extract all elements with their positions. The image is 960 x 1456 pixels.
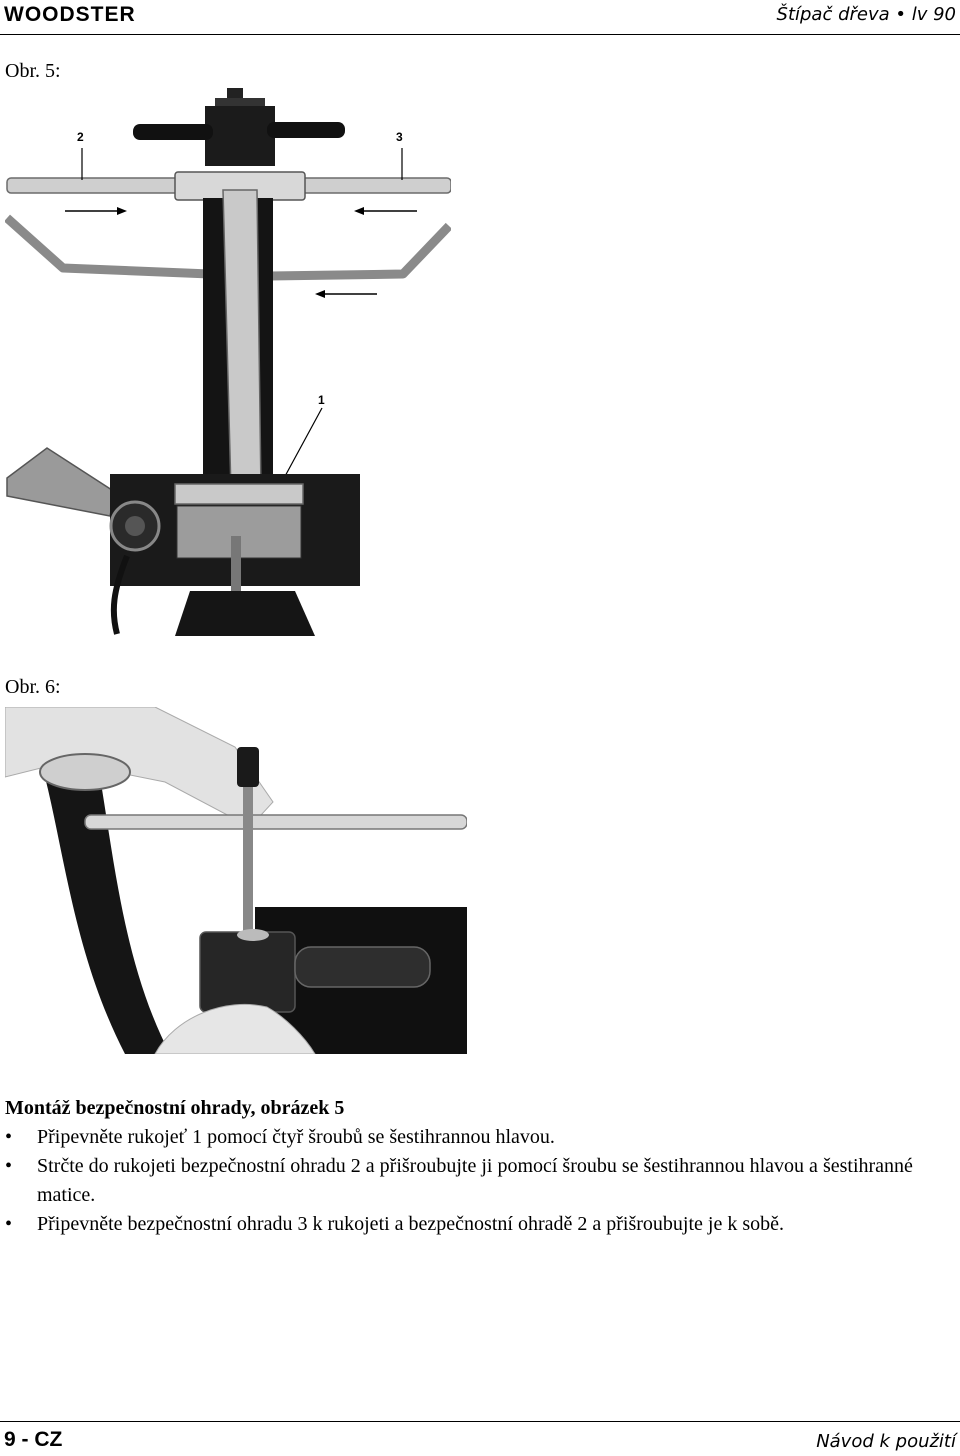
list-item-text: Připevněte bezpečnostní ohradu 3 k rukojeti a bezpečnostní ohradě 2 a přišroubujte je k sobě.: [37, 1213, 784, 1235]
callout-3: 3: [396, 130, 403, 144]
document-title: Štípač dřeva • lv 90: [776, 4, 956, 25]
footer-rule: [0, 1421, 960, 1422]
instruction-list: [5, 1123, 945, 1239]
header-rule: [0, 34, 960, 35]
list-item: [5, 1152, 945, 1210]
figure5-photo: [5, 86, 451, 636]
footer-title: Návod k použití: [816, 1431, 956, 1452]
callout-2: 2: [77, 130, 84, 144]
figure6-photo: [5, 707, 467, 1054]
callout-1: 1: [318, 393, 325, 407]
assembly-instructions: [5, 1094, 945, 1239]
page-number: 9 - CZ: [4, 1428, 63, 1451]
figure6-caption: Obr. 6:: [5, 676, 61, 698]
bullet-icon: •: [5, 1126, 13, 1148]
list-item-text: Připevněte rukojeť 1 pomocí čtyř šroubů se šestihrannou hlavou.: [37, 1126, 555, 1148]
section-heading: Montáž bezpečnostní ohrady, obrázek 5: [5, 1097, 345, 1119]
bullet-icon: •: [5, 1213, 13, 1235]
brand-name: WOODSTER: [4, 3, 136, 26]
list-item-text: Strčte do rukojeti bezpečnostní ohradu 2 a přišroubujte ji pomocí šroubu se šestihrannou hlavou a šestihranné matice.: [37, 1155, 913, 1206]
bullet-icon: •: [5, 1155, 13, 1177]
list-item: [5, 1123, 945, 1152]
list-item: [5, 1210, 945, 1239]
figure5-caption: Obr. 5:: [5, 60, 61, 82]
